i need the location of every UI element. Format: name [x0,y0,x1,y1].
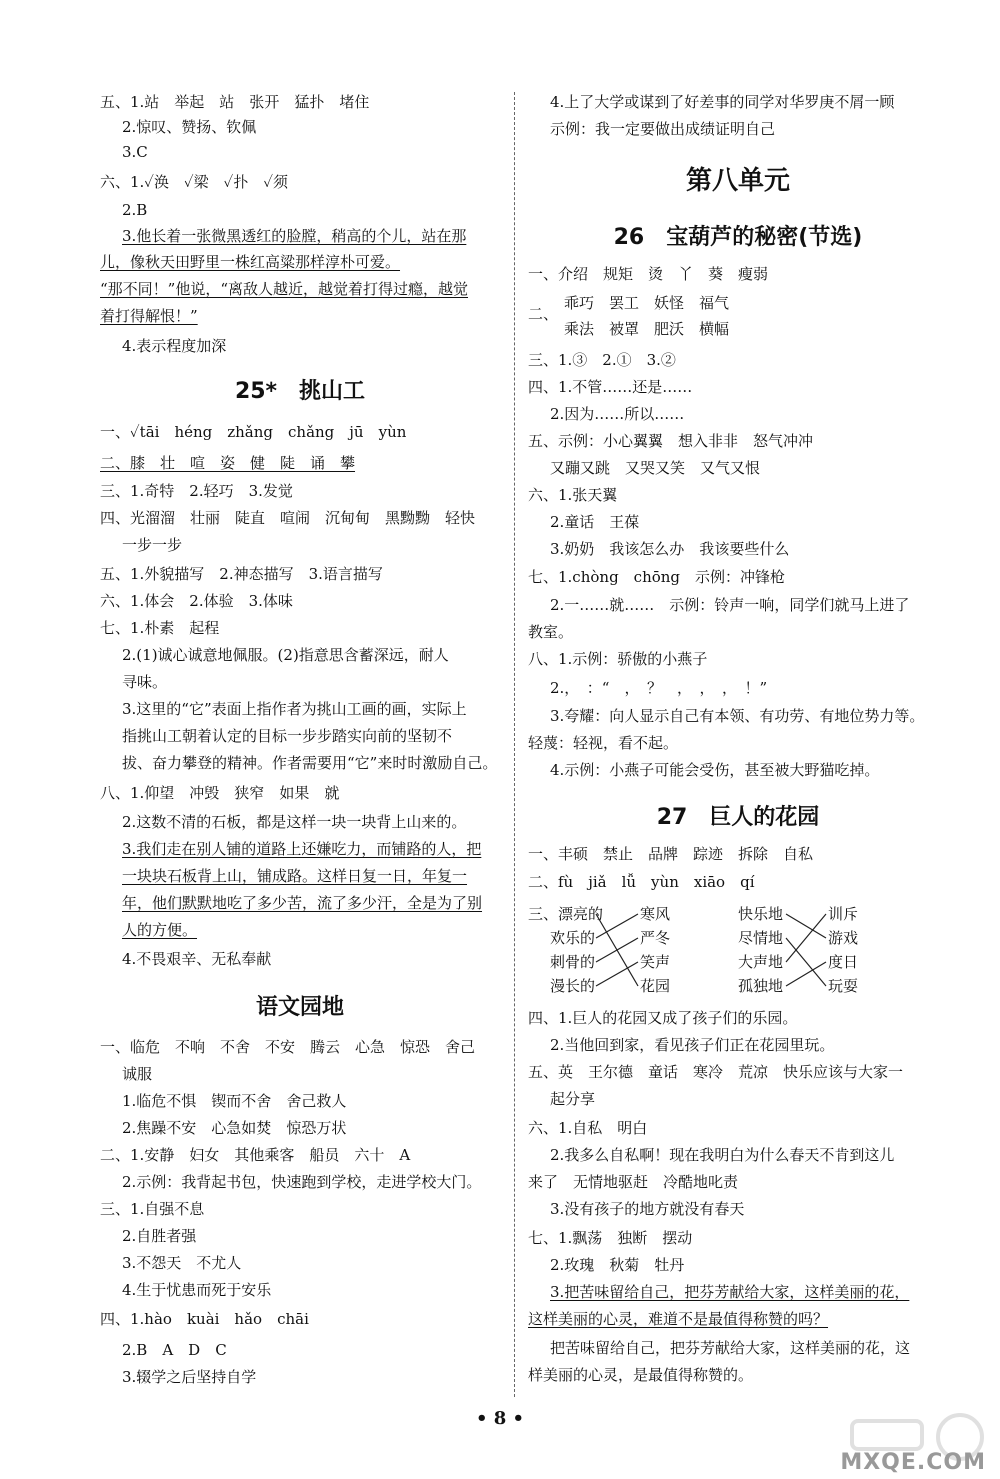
section-heading: 27 巨人的花园 [656,805,820,830]
answer-line: 2.B [122,201,148,219]
answer-line: 四、1.巨人的花园又成了孩子们的乐园。 [528,1009,798,1027]
answer-line: 2.惊叹、赞扬、钦佩 [122,118,257,136]
answer-line: 四、1.不管……还是…… [528,378,693,396]
answer-line: 2.焦躁不安 心急如焚 惊恐万状 [122,1119,347,1137]
match-left-word: 快乐地 [738,905,784,923]
answer-line: 4.表示程度加深 [122,337,227,355]
answer-line: 六、1.张天翼 [528,486,618,504]
match-left-word: 大声地 [738,953,784,971]
answer-line: 1.临危不惧 锲而不舍 舍己救人 [122,1092,347,1110]
answer-line: 五、1.站 举起 站 张开 猛扑 堵住 [100,93,370,111]
answer-line: 2.示例：我背起书包，快速跑到学校，走进学校大门。 [122,1173,482,1191]
match-right-word: 度日 [828,953,859,971]
answer-line: 二、膝 壮 喧 姿 健 陡 诵 攀 [100,454,356,472]
answer-line: 3.没有孩子的地方就没有春天 [550,1200,745,1218]
answer-line: 4.生于忧患而死于安乐 [122,1281,272,1299]
answer-line: 2.这数不清的石板，都是这样一块一块背上山来的。 [122,813,467,831]
match-right-word: 玩耍 [828,977,859,995]
answer-line: 五、示例：小心翼翼 想入非非 怒气冲冲 [528,432,814,450]
column-divider [514,92,515,1397]
section-heading: 25* 挑山工 [234,379,366,404]
answer-line: 一、介绍 规矩 烫 丫 葵 瘦弱 [528,265,769,283]
match-right-word: 严冬 [640,929,671,947]
page-number: • 8 • [475,1408,525,1429]
answer-line: 六、1.✓涣 ✓梁 ✓扑 ✓须 [100,173,289,191]
answer-line: 六、1.体会 2.体验 3.体味 [100,592,293,610]
answer-line: 五、英 王尔德 童话 寒冷 荒凉 快乐应该与大家一 [528,1063,904,1081]
answer-line: 七、1.朴素 起程 [100,619,220,637]
answer-line: 3.不怨天 不尤人 [122,1254,242,1272]
answer-line: 教室。 [528,623,574,641]
answer-line: 年，他们默默地吃了多少苦，流了多少汗，全是为了别 [122,894,483,912]
match-left-word: 三、漂亮的 [528,905,604,923]
answer-line: 二、fù jiǎ lǚ yùn xiāo qí [528,873,755,891]
answer-line: 2.B A D C [122,1341,227,1359]
answer-line: 2.当他回到家，看见孩子们正在花园里玩。 [550,1036,835,1054]
answer-line: 一块块石板背上山，铺成路。这样日复一日，年复一 [122,867,468,885]
answer-line: 起分享 [550,1090,596,1108]
answer-line: 2.自胜者强 [122,1227,197,1245]
section-heading: 26 宝葫芦的秘密(节选) [613,225,863,250]
answer-line: 八、1.仰望 冲毁 狭窄 如果 就 [100,784,340,802]
match-right-word: 寒风 [640,905,671,923]
unit-heading: 第八单元 [685,166,790,196]
matching-lines [528,92,948,1012]
answer-line: 一步一步 [122,536,183,554]
answer-line: 这样美丽的心灵，难道不是最值得称赞的吗？ [528,1310,829,1328]
match-left-word: 欢乐的 [550,929,596,947]
watermark-text: MXQE.COM [840,1450,986,1475]
answer-line: 2.玫瑰 秋菊 牡丹 [550,1256,685,1274]
answer-line: 寻味。 [122,673,168,691]
answer-line: 4.不畏艰辛、无私奉献 [122,950,272,968]
answer-line: 七、1.飘荡 独断 摆动 [528,1229,693,1247]
answer-line: 二、1.安静 妇女 其他乘客 船员 六十 A [100,1146,411,1164]
answer-line: 2.， ：“ ， ？ ， ， ， ！” [550,679,768,697]
match-right-word: 花园 [640,977,671,995]
answer-line: 把苦味留给自己，把芬芳献给大家，这样美丽的花，这 [550,1339,911,1357]
answer-line: 来了 无情地驱赶 冷酷地叱责 [528,1173,739,1191]
answer-line: 五、1.外貌描写 2.神态描写 3.语言描写 [100,565,383,583]
answer-line: 指挑山工朝着认定的目标一步步踏实向前的坚韧不 [122,727,453,745]
answer-line: 3.这里的“它”表面上指作者为挑山工画的画，实际上 [122,700,467,718]
answer-line: 三、1.自强不息 [100,1200,205,1218]
answer-line: 着打得解恨！” [100,307,198,325]
answer-line: 3.我们走在别人铺的道路上还嫌吃力，而铺路的人，把 [122,840,482,858]
answer-line: 诚服 [122,1065,153,1083]
answer-line: 2.一……就…… 示例：铃声一响，同学们就马上进了 [550,596,910,614]
answer-line: 示例：我一定要做出成绩证明自己 [550,120,776,138]
answer-line: 4.上了大学或谋到了好差事的同学对华罗庚不屑一顾 [550,93,895,111]
answer-line: 三、1.③ 2.① 3.② [528,351,676,369]
answer-line: 一、✓tāi héng zhǎng chǎng jū yùn [100,423,407,441]
answer-line: 2.我多么自私啊！现在我明白为什么春天不肯到这儿 [550,1146,895,1164]
answer-line: 3.夸耀：向人显示自己有本领、有功劳、有地位势力等。 [550,707,925,725]
answer-line: 四、1.hào kuài hǎo chāi [100,1310,309,1328]
match-right-word: 训斥 [828,905,859,923]
section-heading: 语文园地 [255,995,344,1020]
match-left-word: 孤独地 [738,977,784,995]
answer-line: 又蹦又跳 又哭又笑 又气又恨 [550,459,761,477]
answer-line: 4.示例：小燕子可能会受伤，甚至被大野猫吃掉。 [550,761,880,779]
answer-line: 3.把苦味留给自己，把芬芳献给大家，这样美丽的花， [550,1283,910,1301]
answer-line: 3.奶奶 我该怎么办 我该要些什么 [550,540,790,558]
answer-line: 七、1.chòng chōng 示例：冲锋枪 [528,568,786,586]
answer-line: 3.辍学之后坚持自学 [122,1368,257,1386]
answer-line: 三、1.奇特 2.轻巧 3.发觉 [100,482,293,500]
answer-line: 一、丰硕 禁止 品牌 踪迹 拆除 自私 [528,845,814,863]
answer-line: 轻蔑：轻视，看不起。 [528,734,679,752]
match-left-word: 刺骨的 [550,953,596,971]
match-left-word: 尽情地 [738,929,784,947]
answer-line: 2.童话 王葆 [550,513,640,531]
answer-line: 人的方便。 [122,921,198,939]
answer-line: 一、临危 不响 不舍 不安 腾云 心急 惊恐 舍己 [100,1038,476,1056]
answer-line: 2.(1)诚心诚意地佩服。(2)指意思含蓄深远，耐人 [122,646,449,664]
answer-line: 四、光溜溜 壮丽 陡直 喧闹 沉甸甸 黑黝黝 轻快 [100,509,476,527]
answer-line: 2.因为……所以…… [550,405,685,423]
answer-line: “那不同！”他说，“离敌人越近，越觉着打得过瘾，越觉 [100,280,469,298]
match-right-word: 游戏 [828,929,859,947]
answer-line: 六、1.自私 明白 [528,1119,648,1137]
answer-line: 样美丽的心灵，是最值得称赞的。 [528,1366,754,1384]
answer-line: 儿，像秋天田野里一株红高粱那样淳朴可爱。 [100,253,401,271]
answer-line: 3.C [122,143,148,161]
answer-line: 乘法 被罩 肥沃 横幅 [564,320,730,338]
answer-line: 二、 [528,305,559,323]
answer-line: 乖巧 罢工 妖怪 福气 [564,294,730,312]
answer-line: 八、1.示例：骄傲的小燕子 [528,650,708,668]
answer-line: 拔、奋力攀登的精神。作者需要用“它”来时时激励自己。 [122,754,498,772]
match-left-word: 漫长的 [550,977,596,995]
match-right-word: 笑声 [640,953,671,971]
answer-line: 3.他长着一张微黑透红的脸膛，稍高的个儿，站在那 [122,227,467,245]
